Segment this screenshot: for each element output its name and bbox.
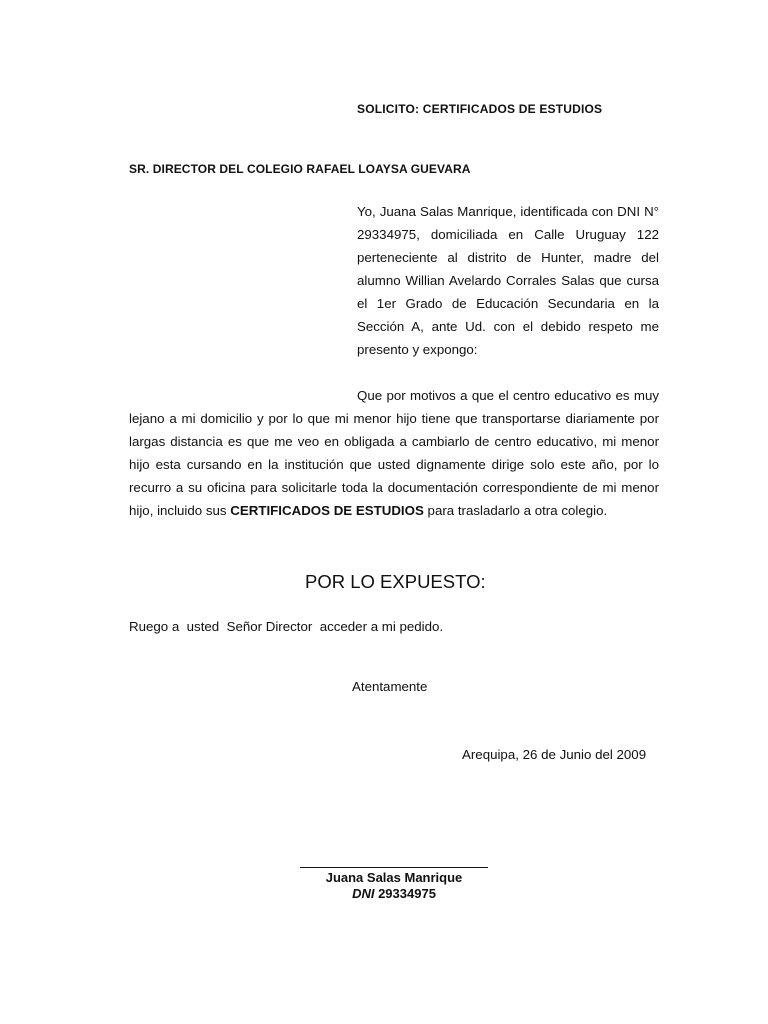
body-text: Que por motivos a que el centro educativo es muy lejano a mi domicilio y por lo que mi menor hijo tiene que transportarse diariamente por largas distancia es que me veo en obligada a cambiarlo de centro educativo, mi menor hijo esta cursando en la institución que usted dignamente dirige solo este año, por lo recurro a su oficina para solicitarle toda la documentación correspondiente de mi menor hijo, incluido sus [129, 388, 659, 518]
por-lo-expuesto-heading: POR LO EXPUESTO: [305, 571, 486, 592]
document-subject: SOLICITO: CERTIFICADOS DE ESTUDIOS [357, 102, 603, 116]
signer-name: Juana Salas Manrique [325, 870, 463, 885]
dni-number: 29334975 [378, 886, 436, 901]
date-line: Arequipa, 26 de Junio del 2009 [462, 747, 647, 762]
intro-paragraph: Yo, Juana Salas Manrique, identificada con DNI N° 29334975, domiciliada en Calle Uruguay 122 perteneciente al distrito de Hunter, madre del alumno Willian Avelardo Corrales Salas que cursa el 1er Grado de Educación Secundaria en la Sección A, ante Ud. con el debido respeto me presento y expongo: [357, 204, 659, 357]
closing-line: Atentamente [352, 679, 428, 694]
body-emphasis: CERTIFICADOS DE ESTUDIOS [230, 503, 424, 518]
request-line: Ruego a usted Señor Director acceder a mi pedido. [129, 619, 444, 634]
signer-dni [300, 886, 488, 901]
dni-label: DNI [352, 886, 375, 901]
signature-line [300, 867, 488, 868]
body-tail: para trasladarlo a otra colegio. [427, 503, 608, 518]
body-paragraph [129, 384, 659, 522]
addressee-line: SR. DIRECTOR DEL COLEGIO RAFAEL LOAYSA GUEVARA [129, 162, 471, 176]
